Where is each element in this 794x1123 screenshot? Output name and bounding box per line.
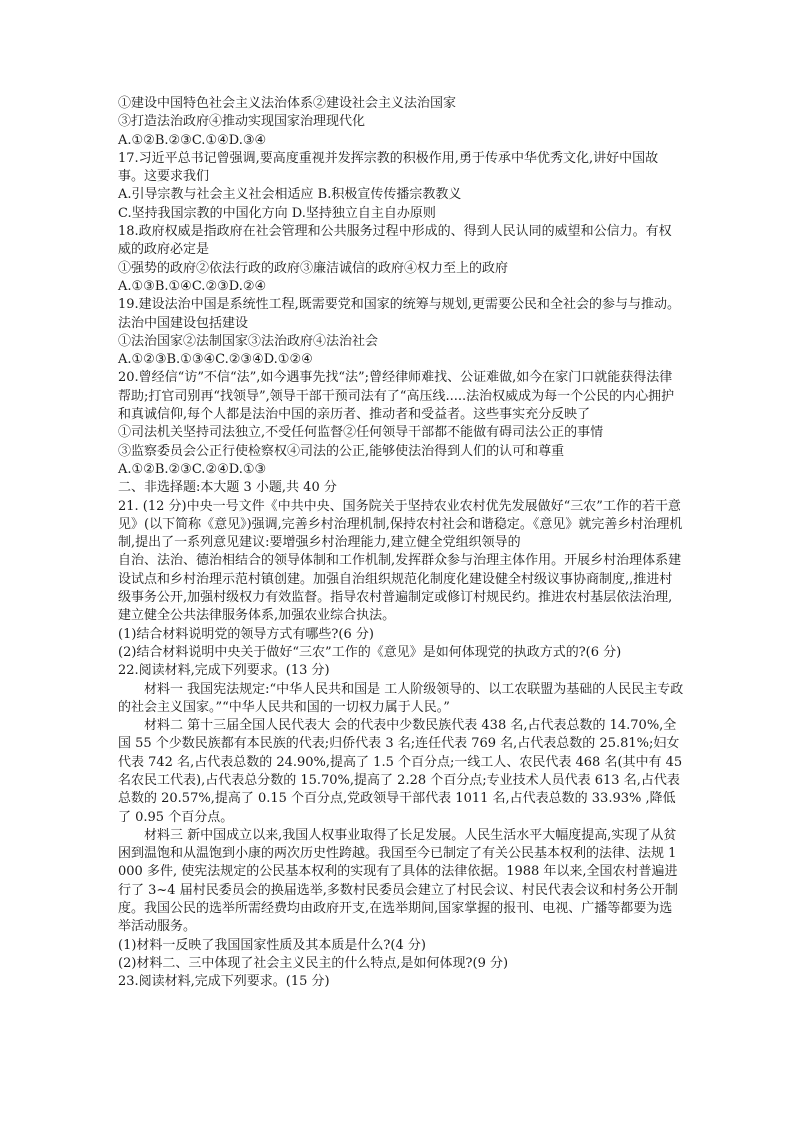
text-line: 22.阅读材料,完成下列要求。(13 分) bbox=[118, 663, 330, 679]
text-line: 材料三 新中国成立以来,我国人权事业取得了长足发展。人民生活水平大幅度提高,实现了从贫困到温饱和从温饱到小康的两次历史性跨越。我国至今已制定了有关公民基本权利的法律、法规 1000 多件, 使宪法规定的公民基本权利的实现有了具体的法律依据。1988 年以来,全国农村普遍进行了 3~4 届村民委员会的换届选举,多数村民委员会建立了村民会议、村民代表会议和村务公开制度。我国公民的选举所需经费均由政府开支,在选举期间,国家掌握的报刊、电视、广播等都要为选举活动服务。 bbox=[118, 827, 678, 935]
text-line: ③监察委员会公正行使检察权④司法的公正,能够使法治得到人们的认可和尊重 bbox=[118, 443, 565, 459]
text-line: ①司法机关坚持司法独立,不受任何监督②任何领导干部都不能做有碍司法公正的事情 bbox=[118, 425, 604, 441]
text-line: 21. (12 分)中央一号文件《中共中央、国务院关于坚持农业农村优先发展做好“三农”工作的若干意见》(以下简称《意见》)强调,完善乡村治理机制,保持农村社会和谐稳定。《意见》就完善乡村治理机制,提出了一系列意见建议:要增强乡村治理能力,建立健全党组织领导的 bbox=[118, 498, 683, 551]
document-body bbox=[118, 95, 684, 992]
text-line: C.坚持我国宗教的中国化方向 D.坚持独立自主自办原则 bbox=[118, 205, 436, 221]
text-line: (2)材料二、三中体现了社会主义民主的什么特点,是如何体现?(9 分) bbox=[118, 955, 509, 971]
text-line: ①建设中国特色社会主义法治体系②建设社会主义法治国家 bbox=[118, 96, 457, 111]
text-line: (1)结合材料说明党的领导方式有哪些?(6 分) bbox=[118, 626, 374, 642]
text-line: A.①②B.②③C.②④D.①③ bbox=[118, 461, 267, 477]
text-line: 18.政府权威是指政府在社会管理和公共服务过程中形成的、得到人民认同的威望和公信力。有权威的政府必定是 bbox=[118, 224, 672, 258]
text-line: 20.曾经信“访”不信“法”,如今遇事先找“法”;曾经律师难找、公证难做,如今在家门口就能获得法律帮助;打官司别再“找领导”,领导干部干预司法有了“高压线.....法治权威成为每一个公民的内心拥护和真诚信仰,每个人都是法治中国的亲历者、推动者和受益者。这些事实充分反映了 bbox=[118, 370, 675, 423]
text-line: A.①②B.②③C.①④D.③④ bbox=[118, 132, 267, 148]
text-line: 二、非选择题:本大题 3 小题,共 40 分 bbox=[118, 480, 337, 496]
text-line: (2)结合材料说明中央关于做好“三农”工作的《意见》是如何体现党的执政方式的?(6 分) bbox=[118, 644, 622, 660]
text-line: 自治、法治、德治相结合的领导体制和工作机制,发挥群众参与治理主体作用。开展乡村治理体系建设试点和乡村治理示范村镇创建。加强自治组织规范化制度化建设健全村级议事协商制度,,推进村级事务公开,加强村级权力有效监督。指导农村普遍制定或修订村规民约。推进农村基层依法治理,建立健全公共法律服务体系,加强农业综合执法。 bbox=[118, 553, 682, 624]
text-line: 材料一 我国宪法规定:“中华人民共和国是 工人阶级领导的、以工农联盟为基础的人民民主专政的社会主义国家。”“中华人民共和国的一切权力属于人民。” bbox=[118, 681, 684, 715]
text-line: ①法治国家②法制国家③法治政府④法治社会 bbox=[118, 333, 379, 349]
text-line: (1)材料一反映了我国国家性质及其本质是什么?(4 分) bbox=[118, 937, 426, 953]
text-line: A.引导宗教与社会主义社会相适应 B.积极宣传传播宗教教义 bbox=[118, 187, 462, 203]
text-line: ①强势的政府②依法行政的政府③廉洁诚信的政府④权力至上的政府 bbox=[118, 260, 509, 276]
text-line: 23.阅读材料,完成下列要求。(15 分) bbox=[118, 974, 330, 990]
text-line: 17.习近平总书记曾强调,要高度重视并发挥宗教的积极作用,勇于传承中华优秀文化,讲好中国故事。这要求我们 bbox=[118, 150, 659, 185]
text-line: A.①②③B.①③④C.②③④D.①②④ bbox=[118, 352, 313, 368]
text-line: 材料二 第十三届全国人民代表大 会的代表中少数民族代表 438 名,占代表总数的 14.70%,全国 55 个少数民族都有本民族的代表;归侨代表 3 名;连任代表 769 名,占代表总数的 25.81%;妇女代表 742 名,占代表总数的 24.90%,提高了 1.5 个百分点;一线工人、农民代表 468 名(其中有 45 名农民工代表),占代表总分数的 15.70%,提高了 2.28 个百分点;专业技术人员代表 613 名,占代表总数的 20.57%,提高了 0.15 个百分点,党政领导干部代表 1011 名,占代表总数的 33.93% ,降低了 0.95 个百分点。 bbox=[118, 718, 683, 825]
text-line: 19.建设法治中国是系统性工程,既需要党和国家的统筹与规划,更需要公民和全社会的参与与推动。法治中国建设包括建设 bbox=[118, 297, 680, 331]
text-line: A.①③B.①④C.②③D.②④ bbox=[118, 278, 267, 294]
text-line: ③打造法治政府④推动实现国家治理现代化 bbox=[118, 114, 366, 130]
